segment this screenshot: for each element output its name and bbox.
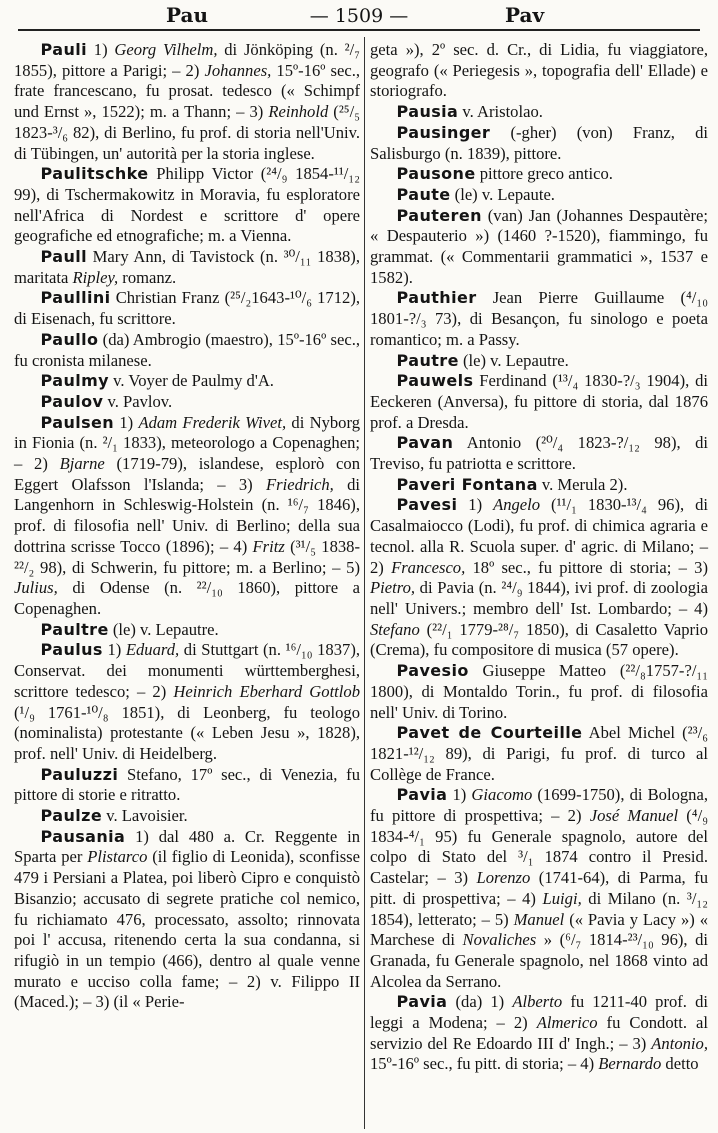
entry-italic-name: Plistarco [87, 847, 148, 867]
entry-text: di Milano (n. ³/₁₂ 1854), letterato; – 5) [370, 888, 709, 929]
entry-headword: Paulov [40, 391, 104, 411]
entry-italic-name: Bernardo [598, 1054, 662, 1074]
entry-text: v. Lavoisier. [102, 806, 188, 826]
dictionary-entry [14, 371, 360, 392]
page-number: — 1509 — [309, 5, 409, 27]
entry-headword: Paveri Fontana [396, 474, 538, 494]
entry-italic-name: Luigi, [542, 888, 582, 908]
entry-text: Antonio (²⁰/₄ 1823-?/₁₂ 98), di Treviso, fu patriotta e scrittore. [370, 433, 708, 474]
dictionary-entry [14, 288, 360, 329]
entry-headword: Pausia [396, 102, 459, 122]
entry-text: (¹/₉ 1761-¹⁰/₈ 1851), di Leonberg, fu teologo (nominalista) protestante (« Leben Jesu », 1828), prof. nell' Univ. di Heidelberg. [14, 702, 360, 763]
entry-text: (¹¹/₁ 1830-¹³/₄ 96), di Casalmaiocco (Lodi), fu prof. di chimica agraria e tecnol. alla R. Scuola super. d' agric. di Milano; – 2) [370, 495, 709, 577]
entry-text: (« Pavia y Lacy ») « Marchese di [370, 909, 708, 950]
entry-italic-name: Adam Frederik Wivet, [138, 412, 287, 432]
dictionary-entry [370, 206, 708, 289]
entry-headword: Pautre [396, 350, 459, 370]
entry-headword: Pauluzzi [40, 764, 119, 784]
entry-italic-name: Francesco, [391, 557, 466, 577]
entry-text: 15º-16º sec., frate francescano, fu prosat. tedesco (« Schimpf und Ernst », 1522); m. a Thann; – 3) [14, 60, 360, 122]
entry-headword: Pavet de Courteille [396, 723, 583, 743]
entry-headword: Pausone [396, 164, 476, 184]
entry-text: (⁴/₉ 1834-⁴/₁ 95) fu Generale spagnolo, autore del colpo di Stato del ³/₁ 1874 contro il Presid. Castelar; – 3) [370, 806, 708, 888]
dictionary-entry [370, 371, 708, 433]
entry-text: (²⁵/₅ 1823-³/₆ 82), di Berlino, fu prof. di storia nell'Univ. di Tübingen, un' autorità per la storia inglese. [14, 102, 360, 163]
entry-headword: Paulitschke [40, 164, 149, 184]
left-column [14, 40, 360, 1013]
entry-text: 1) [87, 40, 115, 59]
entry-text: (le) v. Lepaute. [450, 184, 555, 204]
entry-headword: Paute [396, 184, 451, 204]
entry-text: 15º-16º sec., fu pitt. di storia; – 4) [370, 1054, 599, 1074]
entry-text: Ferdinand (¹³/₄ 1830-?/₃ 1904), di Eeckeren (Anversa), fu pittore di storia, dal 1876 prof. a Dresda. [370, 371, 708, 432]
dictionary-entry [14, 827, 360, 1013]
entry-italic-name: Almerico [536, 1013, 598, 1033]
entry-text: fu Condott. al servizio del Re Edoardo III d' Ingh.; – 3) [370, 1013, 708, 1053]
entry-headword: Paultre [40, 619, 109, 639]
entry-italic-name: Giacomo [471, 785, 533, 805]
entry-headword: Paulmy [40, 371, 110, 391]
dictionary-entry [370, 185, 708, 206]
dictionary-entry [370, 433, 708, 474]
dictionary-entry [14, 164, 360, 247]
entry-text: v. Aristolao. [458, 102, 543, 122]
entry-text: v. Pavlov. [103, 391, 173, 411]
entry-italic-name: Antonio, [651, 1033, 708, 1053]
dictionary-entry [370, 351, 708, 372]
entry-text: v. Merula 2). [537, 474, 628, 494]
entry-text: geta »), 2º sec. d. Cr., di Lidia, fu viaggiatore, geografo (« Periegesis », topografia dell' Ellade) e storiografo. [370, 40, 708, 101]
dictionary-entry [14, 330, 360, 371]
entry-text: 1) [447, 785, 472, 805]
entry-headword: Paull [40, 247, 87, 267]
dictionary-entry [370, 723, 708, 785]
entry-italic-name: Bjarne [59, 454, 105, 474]
entry-text: (³¹/₅ 1838-²²/₂ 98), di Schwerin, fu pittore; m. a Berlino; – 5) [14, 536, 360, 577]
dictionary-entry [14, 806, 360, 827]
dictionary-entry [14, 413, 360, 620]
entry-text: (²²/₁ 1779-²⁸/₇ 1850), di Casaletto Vaprio (Crema), fu compositore di musica (57 opere). [370, 619, 708, 660]
dictionary-entry [370, 495, 708, 661]
entry-text: detto [661, 1054, 699, 1074]
dictionary-entry [370, 123, 708, 164]
entry-text: di Odense (n. ²²/₁₀ 1860), pittore a Copenaghen. [14, 578, 360, 618]
entry-text: » (⁶/₇ 1814-²³/₁₀ 96), di Granada, fu Generale spagnolo, nel 1868 vinto ad Alcolea da Serrano. [370, 930, 708, 991]
entry-italic-name: Alberto [512, 992, 563, 1012]
entry-text: 1) dal 480 a. Cr. Reggente in Sparta per [14, 826, 360, 867]
entry-italic-name: Pietro, [370, 578, 416, 598]
entry-text: Abel Michel (²³/₆ 1821-¹²/₁₂ 89), di Parigi, fu prof. di turco al Collège de France. [370, 723, 708, 784]
entry-text: fu 1211-40 prof. di leggi a Modena; – 2) [370, 992, 709, 1033]
dictionary-entry [14, 620, 360, 641]
entry-text: (van) Jan (Johannes Despautère; « Despauterio ») (1460 ?-1520), fiammingo, fu grammat. (« Commentarii grammatici », 1537 e 1582). [370, 205, 708, 287]
entry-headword: Pavan [396, 433, 454, 453]
entry-headword: Paulze [40, 806, 103, 826]
entry-headword: Pavia [396, 992, 448, 1012]
entry-italic-name: Friedrich, [266, 474, 334, 494]
dictionary-entry [370, 992, 708, 1075]
entry-text: (1719-79), islandese, esplorò con Eggert Olafsson l'Islanda; – 3) [14, 454, 360, 494]
entry-text: di Jönköping (n. ²/₇ 1855), pittore a Parigi; – 2) [14, 40, 360, 80]
entry-text: 1) [114, 412, 139, 432]
entry-headword: Pavesio [396, 661, 469, 681]
entry-headword: Pausania [40, 826, 126, 846]
running-header [0, 0, 718, 36]
entry-headword: Pausinger [396, 122, 491, 142]
entry-headword: Pavia [396, 785, 448, 805]
entry-headword: Pauwels [396, 371, 474, 391]
dictionary-entry [370, 102, 708, 123]
entry-italic-name: Julius, [14, 578, 58, 598]
entry-text: pittore greco antico. [475, 164, 613, 184]
column-divider [364, 37, 365, 1129]
entry-text: (le) v. Lepautre. [458, 350, 569, 370]
entry-italic-name: Lorenzo [476, 868, 531, 888]
dictionary-entry [370, 661, 708, 723]
dictionary-entry [370, 785, 708, 992]
entry-headword: Pauthier [396, 288, 477, 308]
entry-italic-name: Georg Vilhelm, [114, 40, 218, 59]
right-running-head: Pav [505, 3, 545, 27]
dictionary-entry [14, 40, 360, 164]
entry-italic-name: Novaliches [462, 930, 537, 950]
entry-italic-name: Angelo [493, 495, 541, 515]
entry-text: Stefano, 17º sec., di Venezia, fu pittore di storie e ritratto. [14, 764, 360, 805]
entry-text: (1741-64), di Parma, fu pitt. di prospettiva; – 4) [370, 868, 709, 908]
dictionary-entry [370, 475, 708, 496]
entry-text: Mary Ann, di Tavistock (n. ³⁰/₁₁ 1838), maritata [14, 247, 360, 287]
dictionary-entry [370, 164, 708, 185]
dictionary-entry [370, 288, 708, 350]
entry-headword: Paulus [40, 640, 103, 660]
entry-text: (le) v. Lepautre. [108, 619, 219, 639]
entry-text: v. Voyer de Paulmy d'A. [109, 371, 274, 391]
entry-text: 1) [102, 640, 126, 660]
entry-text: Christian Franz (²⁵/₂1643-¹⁰/₆ 1712), di Eisenach, fu scrittore. [14, 288, 360, 329]
entry-italic-name: Manuel [513, 909, 565, 929]
entry-text: di Stuttgart (n. ¹⁶/₁₀ 1837), Conservat. dei monumenti württemberghesi, scrittore tedesco; – 2) [14, 640, 360, 701]
entry-italic-name: Fritz [252, 536, 285, 556]
entry-italic-name: Johannes, [204, 60, 272, 80]
entry-text: di Nyborg in Fionia (n. ²/₁ 1833), meteorologo a Copenaghen; – 2) [14, 412, 360, 474]
header-rule [18, 29, 700, 31]
entry-headword: Pauli [40, 40, 87, 59]
entry-text: romanz. [118, 267, 177, 287]
entry-italic-name: Stefano [370, 619, 420, 639]
entry-text: di Pavia (n. ²⁴/₉ 1844), ivi prof. di zoologia nell' Univers.; membro dell' Ist. Lombardo; – 4) [370, 578, 708, 618]
entry-headword: Paulsen [40, 412, 115, 432]
entry-text: Philipp Victor (²⁴/₉ 1854-¹¹/₁₂ 99), di Tschermakowitz in Moravia, fu esploratore nell'Africa di Nordest e scrittore d' opere geografiche ed etnografiche; m. a Vienna. [14, 164, 360, 246]
dictionary-entry [14, 765, 360, 806]
entry-text: (-gher) (von) Franz, di Salisburgo (n. 1839), pittore. [370, 122, 708, 163]
entry-text: (il figlio di Leonida), sconfisse 479 i Persiani a Platea, poi liberò Cipro e conquistò Bisanzio; accusato di segrete pratiche col nemico, fu richiamato 476, processato, assolto; rinnovata poi l' accusa, ritenendo certa la sua condanna, si rifugiò in un tempio (466), dentro al quale venne murato e ucciso colla fame; – 2) v. Filippo II (Maced.); – 3) (il « Perie- [14, 847, 360, 1012]
entry-text: (da) 1) [447, 992, 513, 1012]
entry-italic-name: Eduard, [125, 640, 180, 660]
entry-text: 1) [457, 495, 494, 515]
entry-text: Giuseppe Matteo (²²/₈1757-?/₁₁ 1800), di Montaldo Torin., fu prof. di filosofia nell' Univ. di Torino. [370, 661, 708, 722]
dictionary-entry [14, 247, 360, 288]
entry-continuation [370, 40, 708, 102]
entry-italic-name: Reinhold [268, 102, 329, 122]
entry-italic-name: Ripley, [72, 267, 119, 287]
entry-italic-name: José Manuel [589, 806, 679, 826]
entry-italic-name: Heinrich Eberhard Gottlob [173, 681, 360, 701]
dictionary-entry [14, 392, 360, 413]
entry-text: (1699-1750), di Bologna, fu pittore di prospettiva; – 2) [370, 785, 708, 826]
entry-headword: Pauteren [396, 205, 482, 225]
entry-text: 18º sec., fu pittore di storia; – 3) [465, 557, 708, 577]
entry-text: di Langenhorn in Schleswig-Holstein (n. ¹⁶/₇ 1846), prof. di filosofia nell' Univ. di Berlino; della sua dottrina scrisse Tocco (1896); – 4) [14, 474, 360, 556]
entry-text: (da) Ambrogio (maestro), 15º-16º sec., fu cronista milanese. [14, 329, 360, 370]
entry-headword: Paullo [40, 329, 99, 349]
left-running-head: Pau [166, 3, 209, 27]
dictionary-entry [14, 640, 360, 764]
entry-text: Jean Pierre Guillaume (⁴/₁₀ 1801-?/₃ 73), di Besançon, fu sinologo e poeta romantico; m. a Passy. [370, 288, 708, 349]
right-column [370, 40, 708, 1075]
entry-headword: Pavesi [396, 495, 458, 515]
entry-headword: Paullini [40, 288, 111, 308]
